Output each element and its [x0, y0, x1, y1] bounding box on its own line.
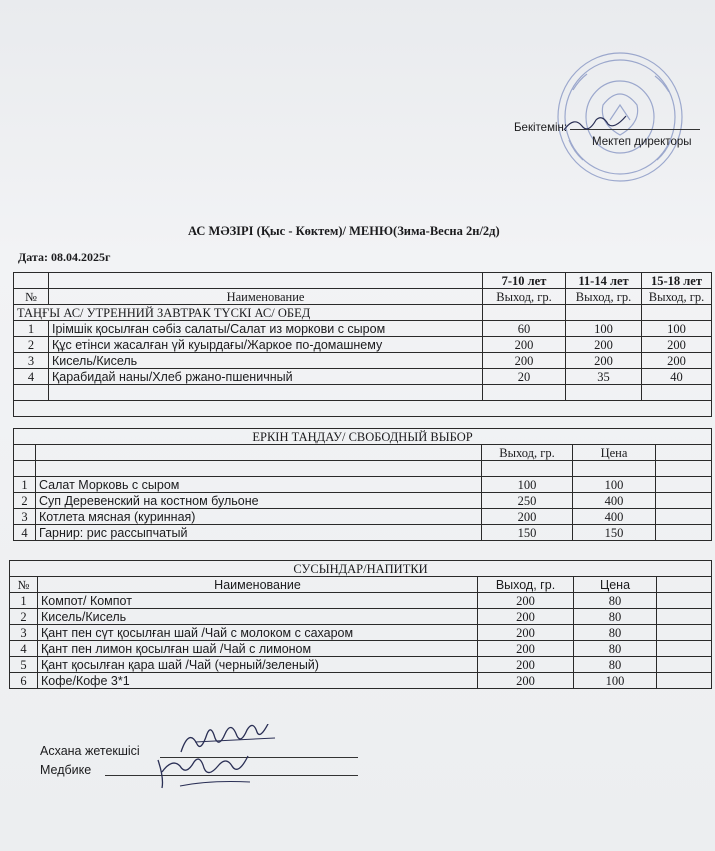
drinks-table: [9, 560, 712, 689]
row-num: 2: [14, 493, 36, 509]
drinks-yield-header: Выход, гр.: [478, 577, 574, 593]
row-num: 5: [10, 657, 38, 673]
row-num: 1: [14, 321, 49, 337]
nurse-signature: [150, 752, 280, 792]
yield-15-18: 40: [642, 369, 712, 385]
yield-11-14: 200: [566, 353, 642, 369]
drink-price: 80: [574, 593, 657, 609]
age-header-row: [14, 273, 712, 289]
drink-yield: 200: [478, 641, 574, 657]
row-num: 1: [14, 477, 36, 493]
free-choice-title-row: [14, 429, 712, 445]
row-num: 3: [14, 353, 49, 369]
drink-yield: 200: [478, 593, 574, 609]
drink-price: 80: [574, 657, 657, 673]
dish-name: Қарабидай наны/Хлеб ржано-пшеничный: [49, 369, 483, 385]
dish-yield: 150: [482, 525, 573, 541]
dish-yield: 250: [482, 493, 573, 509]
yield-7-10: 200: [483, 353, 566, 369]
table-row: [14, 353, 712, 369]
menu-date: Дата: 08.04.2025г: [18, 250, 111, 264]
dish-name: Ірімшік қосылған сәбіз салаты/Салат из моркови с сыром: [49, 321, 483, 337]
yield-15-18: 200: [642, 337, 712, 353]
yield-15-18: 200: [642, 353, 712, 369]
yield-7-10: 200: [483, 337, 566, 353]
dish-price: 150: [573, 525, 656, 541]
yield-header-15-18: Выход, гр.: [642, 289, 712, 305]
drink-yield: 200: [478, 673, 574, 689]
meal-label: ТАҢҒЫ АС/ УТРЕННИЙ ЗАВТРАК ТҮСКІ АС/ ОБЕД: [14, 305, 483, 321]
free-choice-yield-header: Выход, гр.: [482, 445, 573, 461]
empty-row: [14, 401, 712, 417]
dish-yield: 200: [482, 509, 573, 525]
dish-price: 400: [573, 509, 656, 525]
yield-11-14: 200: [566, 337, 642, 353]
yield-11-14: 100: [566, 321, 642, 337]
row-num: 4: [14, 369, 49, 385]
table-row: [14, 337, 712, 353]
table-row: [14, 493, 712, 509]
document-title: АС МӘЗІРІ (Қыс - Көктем)/ МЕНЮ(Зима-Весна 2н/2д): [188, 224, 500, 238]
table-row: [10, 609, 712, 625]
empty-row: [14, 385, 712, 401]
dish-name: Салат Морковь с сыром: [36, 477, 482, 493]
dish-price: 400: [573, 493, 656, 509]
drink-name: Компот/ Компот: [38, 593, 478, 609]
age-header-15-18: 15-18 лет: [642, 273, 712, 289]
drinks-title-row: [10, 561, 712, 577]
yield-header-7-10: Выход, гр.: [483, 289, 566, 305]
free-choice-header-row: [14, 445, 712, 461]
table-row: [10, 593, 712, 609]
column-header-row: [14, 289, 712, 305]
name-header: Наименование: [49, 289, 483, 305]
yield-header-11-14: Выход, гр.: [566, 289, 642, 305]
drinks-price-header: Цена: [574, 577, 657, 593]
drink-yield: 200: [478, 625, 574, 641]
table-row: [14, 509, 712, 525]
table-row: [10, 657, 712, 673]
drink-price: 100: [574, 673, 657, 689]
row-num: 2: [14, 337, 49, 353]
drink-yield: 200: [478, 657, 574, 673]
dish-name: Суп Деревенский на костном бульоне: [36, 493, 482, 509]
table-row: [14, 321, 712, 337]
drink-name: Қант пен лимон қосылған шай /Чай с лимоном: [38, 641, 478, 657]
drink-price: 80: [574, 609, 657, 625]
drink-name: Кофе/Кофе 3*1: [38, 673, 478, 689]
row-num: 4: [10, 641, 38, 657]
table-row: [14, 477, 712, 493]
drinks-num-header: №: [10, 577, 38, 593]
nurse-label: Медбике: [40, 763, 92, 777]
row-num: 3: [10, 625, 38, 641]
num-header: №: [14, 289, 49, 305]
dish-name: Котлета мясная (куринная): [36, 509, 482, 525]
dish-price: 100: [573, 477, 656, 493]
director-signature: [560, 114, 630, 136]
drink-name: Қант пен сүт қосылған шай /Чай с молоком с сахаром: [38, 625, 478, 641]
yield-7-10: 60: [483, 321, 566, 337]
approval-label: Бекітемін:: [514, 122, 568, 134]
free-choice-price-header: Цена: [573, 445, 656, 461]
director-position: Мектеп директоры: [592, 136, 692, 148]
dish-name: Кисель/Кисель: [49, 353, 483, 369]
drink-name: Қант қосылған қара шай /Чай (черный/зеленый): [38, 657, 478, 673]
age-header-11-14: 11-14 лет: [566, 273, 642, 289]
free-choice-table: [13, 428, 712, 541]
table-row: [14, 369, 712, 385]
table-row: [14, 525, 712, 541]
empty-row: [14, 461, 712, 477]
table-row: [10, 641, 712, 657]
drinks-name-header: Наименование: [38, 577, 478, 593]
yield-15-18: 100: [642, 321, 712, 337]
table-row: [10, 673, 712, 689]
drink-price: 80: [574, 625, 657, 641]
main-menu-table: [13, 272, 712, 417]
row-num: 4: [14, 525, 36, 541]
yield-11-14: 35: [566, 369, 642, 385]
dish-yield: 100: [482, 477, 573, 493]
drinks-header-row: [10, 577, 712, 593]
dish-name: Гарнир: рис рассыпчатый: [36, 525, 482, 541]
row-num: 6: [10, 673, 38, 689]
table-row: [10, 625, 712, 641]
row-num: 2: [10, 609, 38, 625]
meal-label-row: [14, 305, 712, 321]
free-choice-title: ЕРКІН ТАҢДАУ/ СВОБОДНЫЙ ВЫБОР: [14, 429, 712, 445]
age-header-7-10: 7-10 лет: [483, 273, 566, 289]
row-num: 1: [10, 593, 38, 609]
yield-7-10: 20: [483, 369, 566, 385]
drink-price: 80: [574, 641, 657, 657]
drink-name: Кисель/Кисель: [38, 609, 478, 625]
row-num: 3: [14, 509, 36, 525]
dish-name: Құс етінси жасалған үй куырдағы/Жаркое по-домашнему: [49, 337, 483, 353]
drinks-title: СУСЫНДАР/НАПИТКИ: [10, 561, 712, 577]
cook-label: Асхана жетекшісі: [40, 744, 140, 758]
drink-yield: 200: [478, 609, 574, 625]
